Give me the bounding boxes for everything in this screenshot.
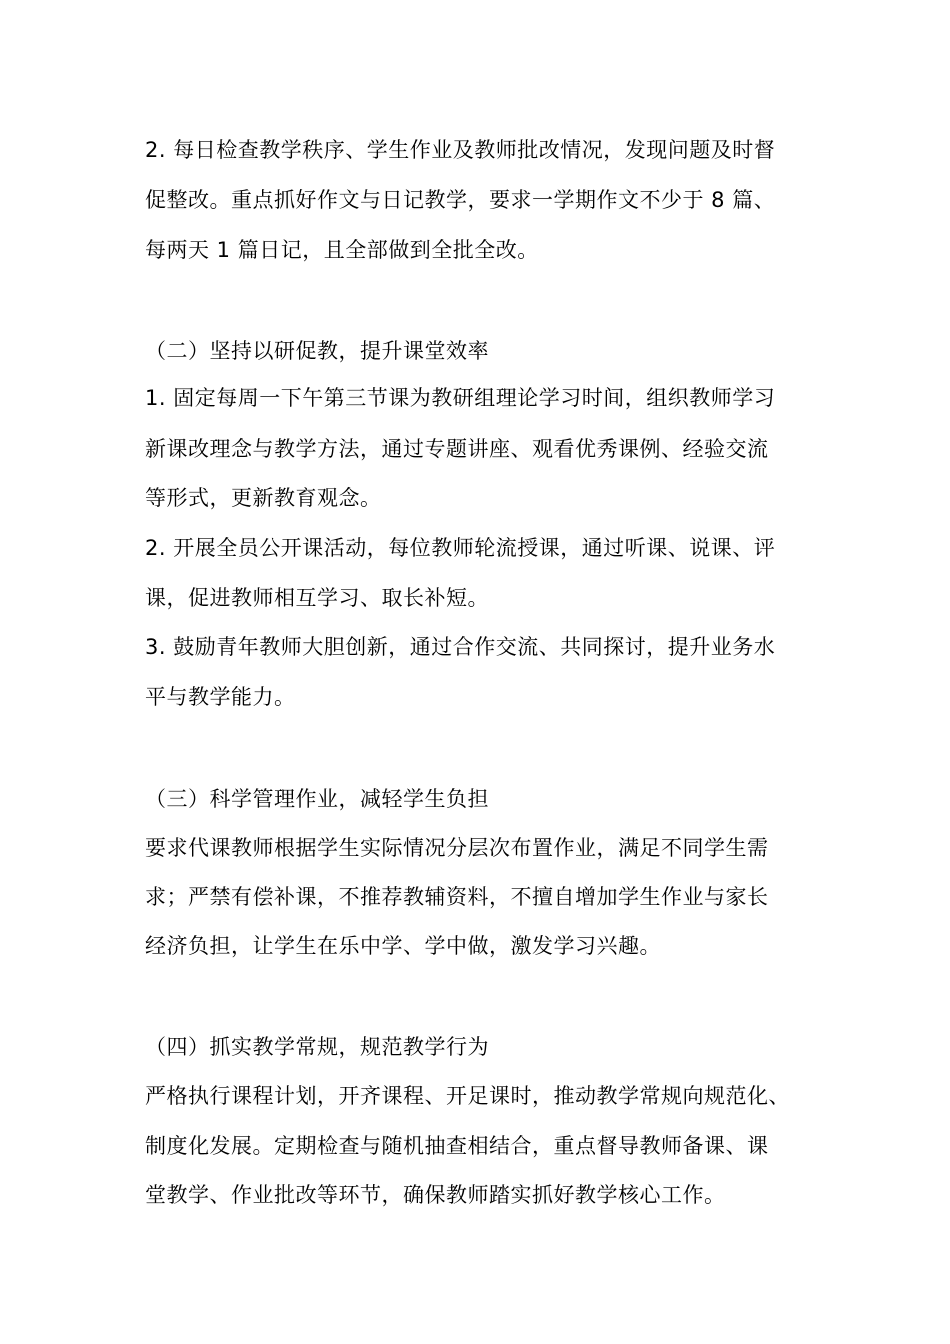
paragraph-line: 2. 开展全员公开课活动，每位教师轮流授课，通过听课、说课、评 [145,536,776,560]
paragraph-line: 1. 固定每周一下午第三节课为教研组理论学习时间，组织教师学习 [145,386,776,410]
paragraph-line: 堂教学、作业批改等环节，确保教师踏实抓好教学核心工作。 [145,1183,726,1207]
paragraph-line: 求；严禁有偿补课，不推荐教辅资料，不擅自增加学生作业与家长 [145,885,769,909]
paragraph-line: 严格执行课程计划，开齐课程、开足课时，推动教学常规向规范化、 [145,1084,790,1108]
paragraph-line: 经济负担，让学生在乐中学、学中做，激发学习兴趣。 [145,934,661,958]
paragraph-line: 要求代课教师根据学生实际情况分层次布置作业，满足不同学生需 [145,836,769,860]
paragraph-line: 平与教学能力。 [145,685,296,709]
paragraph-line: 2. 每日检查教学秩序、学生作业及教师批改情况，发现问题及时督 [145,138,776,162]
section-heading: （二）坚持以研促教，提升课堂效率 [145,339,489,363]
paragraph-line: 课，促进教师相互学习、取长补短。 [145,586,489,610]
paragraph-line: 制度化发展。定期检查与随机抽查相结合，重点督导教师备课、课 [145,1134,769,1158]
paragraph-line: 促整改。重点抓好作文与日记教学，要求一学期作文不少于 8 篇、 [145,188,776,212]
section-heading: （四）抓实教学常规，规范教学行为 [145,1035,489,1059]
paragraph-line: 等形式，更新教育观念。 [145,486,382,510]
paragraph-line: 新课改理念与教学方法，通过专题讲座、观看优秀课例、经验交流 [145,437,769,461]
section-heading: （三）科学管理作业，减轻学生负担 [145,787,489,811]
paragraph-line: 3. 鼓励青年教师大胆创新，通过合作交流、共同探讨，提升业务水 [145,635,776,659]
paragraph-line: 每两天 1 篇日记，且全部做到全批全改。 [145,238,539,262]
